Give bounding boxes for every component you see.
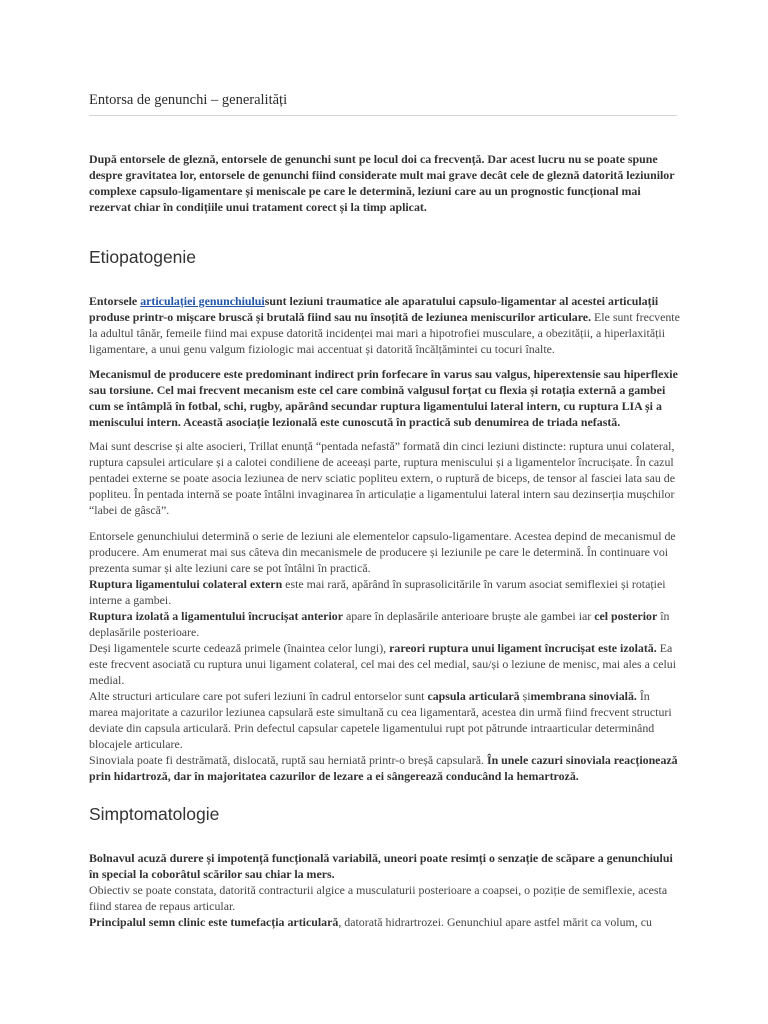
text-fragment: Ruptura ligamentului colateral extern	[89, 577, 283, 591]
text-fragment: sunt leziuni traumatice ale aparatului capsulo-ligamentar al acestei articulații produse printr-o mișcare bruscă și brutală fiind sau nu însoțită de leziunea meniscurilor articulare.	[89, 294, 659, 324]
text-fragment: Mecanismul de producere este predominant indirect prin forfecare în varus sau valgus, hiperextensie sau hiperflexie sau torsiune. Cel mai frecvent mecanism este cel care combină valgusul forțat cu flexia și rotația externă a gambei cum se întâmplă în fotbal, schi, rugby, apărând secundar ruptura ligamentului lateral intern, cu ruptura LIA și a meniscului intern. Această asociație lezională este cunoscută în practică sub denumirea de triada nefastă.	[89, 367, 678, 429]
etiopatogenie-paragraph-1	[89, 293, 681, 357]
etiopatogenie-paragraph-4	[89, 528, 681, 784]
text-fragment: este mai rară, apărând în suprasolicitările în varum asociat semiflexiei și rotației interne a gambei.	[89, 577, 666, 607]
text-fragment: Ea este frecvent asociată cu ruptura unui ligament colateral, cel mai des cel medial, sau/și o leziune de menisc, mai ales a celui medial.	[89, 641, 677, 687]
text-fragment: Obiectiv se poate constata, datorită contracturii algice a musculaturii posterioare a coapsei, o poziție de semiflexie, acesta fiind starea de repaus articular.	[89, 883, 668, 913]
text-fragment: Alte structuri articulare care pot suferi leziuni în cadrul entorselor sunt	[89, 689, 428, 703]
text-fragment: în deplasările posterioare.	[89, 609, 670, 639]
text-fragment: , datorată hidrartrozei. Genunchiul apare astfel mărit ca volum, cu	[338, 915, 652, 929]
text-fragment: și	[519, 689, 531, 703]
page-title: Entorsa de genunchi – generalități	[89, 92, 677, 116]
etiopatogenie-paragraph-2	[89, 366, 681, 430]
simptomatologie-paragraph	[89, 850, 681, 930]
text-fragment: Bolnavul acuză durere și impotență funcțională variabilă, uneori poate resimți o senzație de scăpare a genunchiului în special la coborâtul scărilor sau chiar la mers.	[89, 851, 673, 881]
text-fragment: Principalul semn clinic este tumefacția articulară	[89, 915, 339, 929]
text-fragment: Entorsele genunchiului determină o serie de leziuni ale elementelor capsulo-ligamentare. Acestea depind de mecanismul de producere. Am enumerat mai sus câteva din mecanismele de producere și leziunile pe care le determină. În continuare voi prezenta sumar și alte leziuni care se pot întâlni în practică.	[89, 529, 676, 575]
articulatia-genunchiului-link[interactable]: articulației genunchiului	[140, 294, 265, 308]
text-fragment: Entorsele	[89, 294, 141, 308]
section-heading-simptomatologie: Simptomatologie	[89, 804, 220, 824]
section-heading-etiopatogenie: Etiopatogenie	[89, 247, 197, 267]
text-fragment: Ruptura izolată a ligamentului încrucișat anterior	[89, 609, 343, 623]
text-fragment: apare în deplasările anterioare bruște ale gambei iar	[342, 609, 595, 623]
text-fragment: Mai sunt descrise și alte asocieri, Trillat enunță “pentada nefastă” formată din cinci leziuni distincte: ruptura unui colateral, ruptura capsulei articulare și a calotei condiliene de aceeași parte, ruptura meniscului și a ligamentelor încrucișate. În cazul pentadei externe se poate asocia leziunea de nerv sciatic popliteu extern, o ruptură de biceps, de tensor al fasciei lata sau de popliteu. În pentada internă se poate întâlni invaginarea în articulație a ligamentului lateral intern sau dezinserția mușchilor “labei de gâscă”.	[89, 439, 676, 517]
text-fragment: Sinoviala poate fi destrămată, dislocată, ruptă sau herniată printr-o breșă capsulară.	[89, 753, 487, 767]
text-fragment: În marea majoritate a cazurilor leziunea capsulară este simultană cu cea ligamentară, acestea din urmă fiind frecvent structuri deviate din capsula articulară. Prin defectul capsular capetele ligamentului rupt pot pătrunde intraarticular determinând blocajele articulare.	[89, 689, 672, 751]
etiopatogenie-paragraph-3	[89, 438, 681, 518]
text-fragment: Ele sunt frecvente la adultul tânăr, femeile fiind mai expuse datorită incidenței mai mari a hipotrofiei musculare, a obezității, a hiperlaxității ligamentare, a unui genu valgum fiziologic mai accentuat și datorită încălțămintei cu tocuri înalte.	[89, 310, 680, 356]
text-fragment: cel posterior	[594, 609, 658, 623]
text-fragment: Deși ligamentele scurte cedează primele (înaintea celor lungi),	[89, 641, 390, 655]
text-fragment: membrana sinovială.	[530, 689, 637, 703]
text-fragment: rareori ruptura unui ligament încrucișat este izolată.	[389, 641, 657, 655]
intro-paragraph	[89, 151, 681, 215]
intro-text: După entorsele de gleznă, entorsele de genunchi sunt pe locul doi ca frecvență. Dar acest lucru nu se poate spune despre gravitatea lor, entorsele de genunchi fiind considerate mult mai grave decât cele de gleznă datorită leziunilor complexe capsulo-ligamentare și meniscale pe care le determină, leziuni care au un prognostic funcțional mai rezervat chiar în condițiile unui tratament corect și la timp aplicat.	[89, 152, 675, 214]
text-fragment: capsula articulară	[427, 689, 520, 703]
text-fragment: În unele cazuri sinoviala reacționează prin hidartroză, dar în majoritatea cazurilor de lezare a ei sângerează conducând la hemartroză.	[89, 753, 678, 783]
